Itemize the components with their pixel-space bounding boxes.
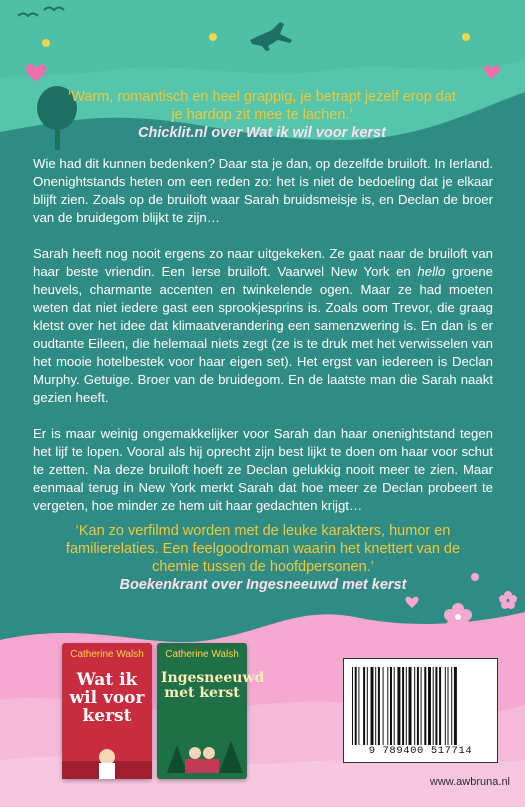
- barcode-bar: [371, 667, 374, 745]
- flower-icon: [444, 603, 472, 630]
- quote-top: [62, 88, 462, 142]
- barcode-bar: [358, 667, 359, 745]
- publisher-url: www.awbruna.nl: [429, 776, 510, 788]
- barcode-bar: [435, 667, 437, 745]
- barcode-bar: [390, 667, 392, 745]
- book-title: Ingesneeuwd met kerst: [161, 670, 265, 701]
- book-title: Wat ik wil voor kerst: [69, 670, 145, 726]
- barcode-bar: [445, 667, 446, 745]
- barcode-bar: [439, 667, 441, 745]
- barcode-bar: [448, 667, 449, 745]
- blurb: [33, 155, 493, 533]
- barcode-bar: [352, 667, 353, 745]
- book-illustration: [157, 733, 247, 779]
- barcode-bar: [451, 667, 452, 745]
- barcode-bar: [417, 667, 419, 745]
- barcode-bar: [402, 667, 404, 745]
- barcode-bar: [428, 667, 431, 745]
- flower-icon: [499, 591, 517, 609]
- blurb-paragraph-1: Wie had dit kunnen bedenken? Daar sta je dan, op dezelfde bruiloft. In Ierland. Onenightstands heten om een reden zo: het is niet de bedoeling dat je elkaar blijft zien. Zoals op de bruiloft waar Sarah bruidsmeisje is, en Declan de broer van de bruidegom blijkt te zijn…: [33, 156, 493, 225]
- blurb-paragraph-2-start: Sarah heeft nog nooit ergens zo naar uitgekeken. Ze gaat naar de bruiloft van haar beste vriendin. Een Ierse bruiloft. Vaarwel New York en: [33, 246, 493, 279]
- barcode-bar: [375, 667, 376, 745]
- quote-top-text: ‘Warm, romantisch en heel grappig, je betrapt jezelf erop dat je hardop zit mee te lachen.’: [68, 89, 456, 123]
- dot-decoration: [471, 573, 479, 581]
- blurb-paragraph-2-end: groene heuvels, charmante accenten en twinkelende ogen. Maar ze had moeten weten dat niet iedere gast een sprookjesprins is. Zoals oom Trevor, die graag kletst over het idee dat klimaatverandering een samenzwering is. En dan is er oudtante Eileen, die helemaal niets zegt (ze is te druk met het verwisselen van het mooie hotelbestek voor haar eigen set). Het ergst van iedereen is Declan Murphy. Getuige. Broer van de bruidegom. En de laatste man die Sarah naakt gezien heeft.: [33, 264, 493, 405]
- quote-bottom-source: Boekenkrant over Ingesneeuwd met kerst: [119, 577, 407, 593]
- quote-top-source: Chicklit.nl over Wat ik wil voor kerst: [138, 125, 386, 141]
- barcode-bars: [350, 667, 491, 745]
- blurb-paragraph-3: Er is maar weinig ongemakkelijker voor Sarah dan haar onenightstand tegen het lijf te lopen. Vooral als hij oprecht zijn best lijkt te doen om haar voor schut te zetten. Na deze bruiloft hoeft ze Declan gelukkig nooit meer te zien. Maar eenmaal terug in New York merkt Sarah dat hoe meer ze Declan probeert te vergeten, hoe minder ze hem uit haar gedachten krijgt…: [33, 426, 493, 513]
- book-author: Catherine Walsh: [70, 649, 144, 660]
- book-illustration: [62, 743, 152, 779]
- barcode-bar: [397, 667, 400, 745]
- book-cover-wat-ik-wil-voor-kerst: [62, 643, 152, 779]
- dot-decoration: [462, 33, 470, 41]
- dot-decoration: [209, 33, 217, 41]
- barcode-bar: [367, 667, 368, 745]
- barcode-bar: [394, 667, 395, 745]
- heart-icon: [406, 597, 419, 608]
- book-cover-ingesneeuwd-met-kerst: [157, 643, 265, 779]
- barcode-bar: [421, 667, 422, 745]
- barcode-bar: [409, 667, 412, 745]
- barcode-bar: [387, 667, 388, 745]
- barcode-bar: [406, 667, 407, 745]
- blurb-paragraph-2-emphasis: hello: [417, 264, 446, 279]
- barcode-bar: [424, 667, 426, 745]
- quote-bottom: [60, 522, 466, 594]
- dot-decoration: [42, 39, 50, 47]
- barcode-bar: [433, 667, 434, 745]
- barcode-bar: [378, 667, 380, 745]
- barcode-bar: [383, 667, 384, 745]
- barcode: [343, 658, 498, 763]
- barcode-bar: [363, 667, 365, 745]
- barcode-bar: [454, 667, 457, 745]
- barcode-bar: [414, 667, 415, 745]
- book-author: Catherine Walsh: [165, 649, 239, 660]
- quote-bottom-text: ‘Kan zo verfilmd worden met de leuke karakters, humor en familierelaties. Een feelgoodroman waarin het knettert van de chemie tussen de hoofdpersonen.’: [65, 523, 461, 575]
- barcode-bar: [355, 667, 357, 745]
- isbn-number: 9 789400 517714: [368, 745, 473, 757]
- blurb-paragraph-2: [33, 245, 493, 407]
